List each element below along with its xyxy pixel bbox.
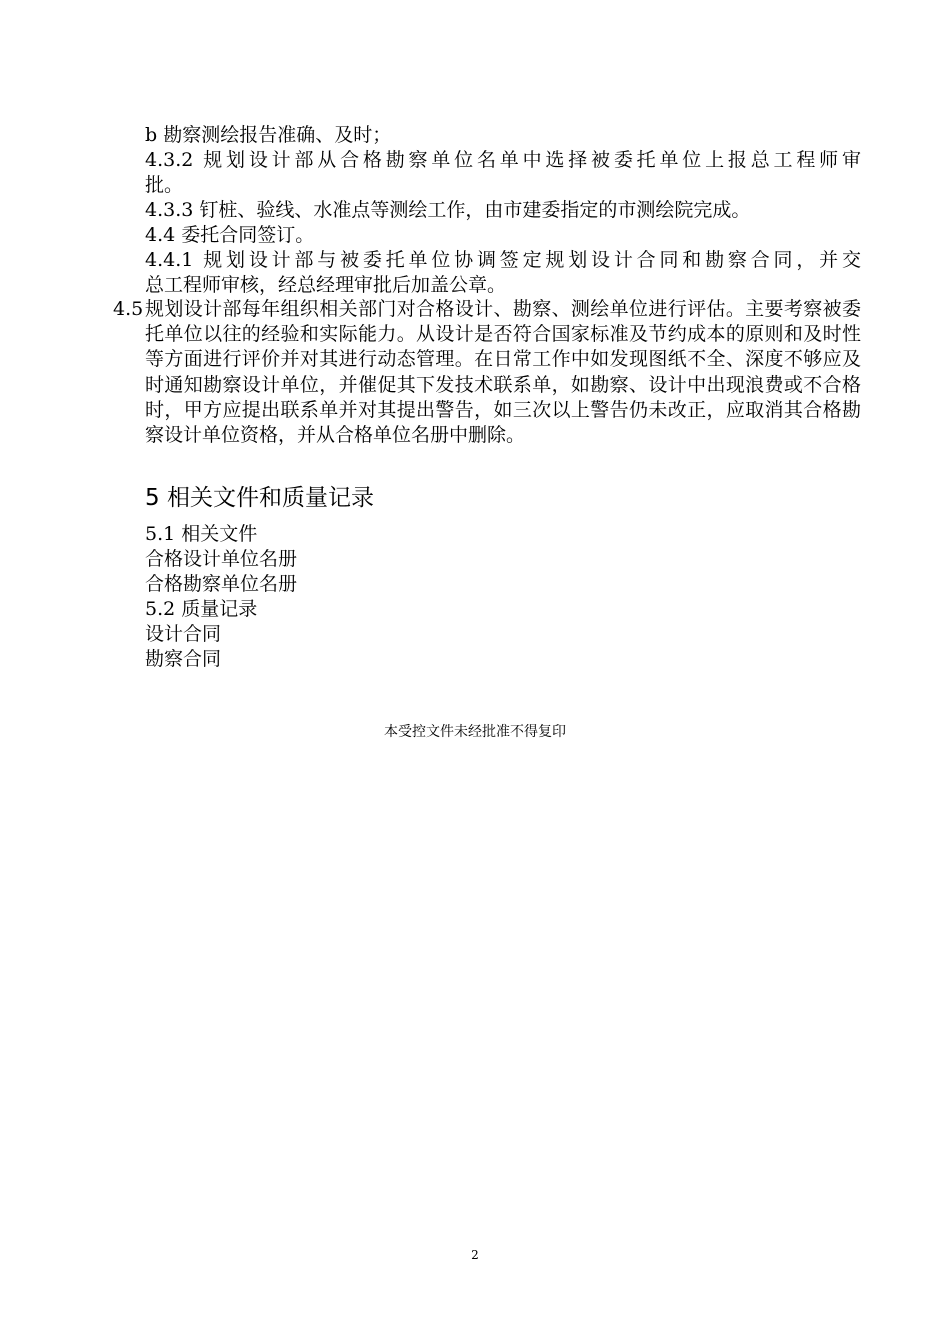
- related-doc-survey-register: 合格勘察单位名册: [145, 573, 298, 595]
- record-survey-contract: 勘察合同: [145, 648, 222, 670]
- clause-4-4-1-line2: 总工程师审核，经总经理审批后加盖公章。: [145, 274, 507, 296]
- clause-4-3-2-line1: 4.3.2 规划设计部从合格勘察单位名单中选择被委托单位上报总工程师审: [145, 149, 861, 171]
- clause-4-5: [113, 297, 861, 448]
- related-doc-design-register: 合格设计单位名册: [145, 548, 298, 570]
- clause-4-4: 4.4 委托合同签订。: [145, 224, 315, 246]
- item-b-text: b 勘察测绘报告准确、及时；: [145, 124, 392, 146]
- record-design-contract: 设计合同: [145, 623, 222, 645]
- subsection-5-1: 5.1 相关文件: [145, 523, 258, 545]
- clause-4-5-number: 4.5: [113, 298, 144, 320]
- section-5-heading: 5 相关文件和质量记录: [145, 485, 374, 511]
- clause-4-3-3: 4.3.3 钉桩、验线、水准点等测绘工作，由市建委指定的市测绘院完成。: [145, 199, 751, 221]
- controlled-document-notice: 本受控文件未经批准不得复印: [384, 724, 566, 740]
- clause-4-3-2-line2: 批。: [145, 174, 184, 196]
- subsection-5-2: 5.2 质量记录: [145, 598, 258, 620]
- clause-4-5-body: 规划设计部每年组织相关部门对合格设计、勘察、测绘单位进行评估。主要考察被委托单位以往的经验和实际能力。从设计是否符合国家标准及节约成本的原则和及时性等方面进行评价并对其进行动态管理。在日常工作中如发现图纸不全、深度不够应及时通知勘察设计单位，并催促其下发技术联系单，如勘察、设计中出现浪费或不合格时，甲方应提出联系单并对其提出警告，如三次以上警告仍未改正，应取消其合格勘察设计单位资格，并从合格单位名册中删除。: [145, 298, 861, 447]
- clause-4-4-1-line1: 4.4.1 规划设计部与被委托单位协调签定规划设计合同和勘察合同，并交: [145, 249, 861, 271]
- page-number: 2: [471, 1248, 479, 1262]
